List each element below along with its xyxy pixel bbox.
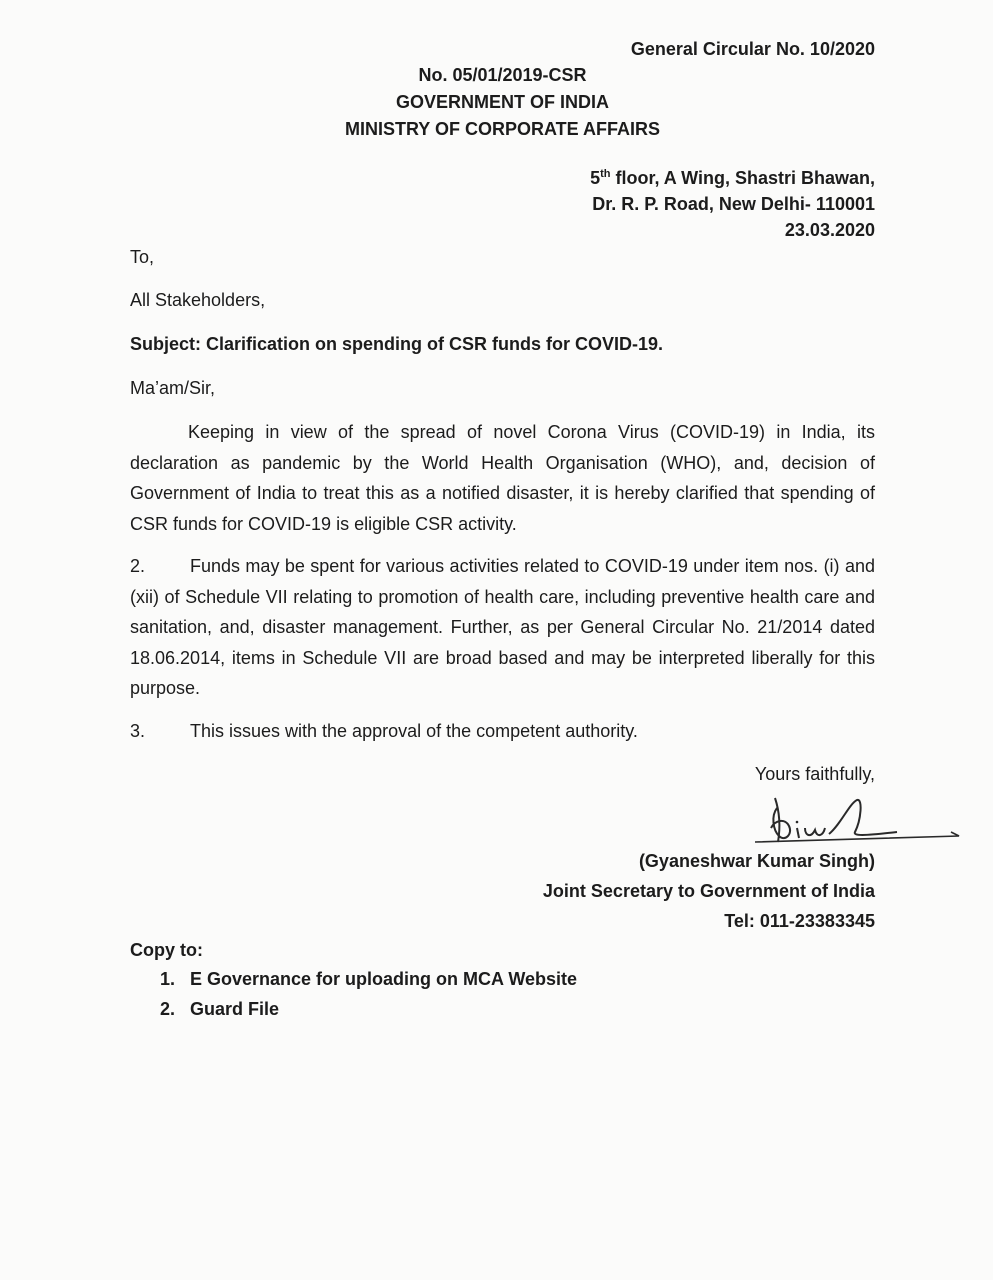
copy-to-item: 1. E Governance for uploading on MCA Website — [160, 969, 578, 989]
copy-to-item: 2. Guard File — [160, 999, 280, 1019]
signatory-telephone: Tel: 011-23383345 — [724, 911, 875, 931]
to-label: To, — [130, 247, 155, 267]
paragraph-3: 3. This issues with the approval of the competent authority. — [130, 721, 638, 741]
subject-line: Subject: Clarification on spending of CSR funds for COVID-19. — [130, 334, 664, 354]
government-title: GOVERNMENT OF INDIA — [395, 92, 609, 112]
circular-number: General Circular No. 10/2020 — [630, 39, 875, 59]
ministry-title: MINISTRY OF CORPORATE AFFAIRS — [344, 119, 660, 139]
paragraph-2: 2. Funds may be spent for various activities related to COVID-19 under item nos. (i) and (xii) of Schedule VII relating to promotion of health care, including preventive health care and sanitation, and, disaster management. Further, as per General Circular No. 21/2014 dated 18.06.2014, items in Schedule VII are broad based and may be interpreted liberally for this purpose. — [130, 556, 875, 698]
letter-date: 23.03.2020 — [784, 220, 875, 240]
paragraph-1: Keeping in view of the spread of novel Corona Virus (COVID-19) in India, its declaration as pandemic by the World Health Organisation (WHO), and, decision of Government of India to treat this as a notified disaster, it is hereby clarified that spending of CSR funds for COVID-19 is eligible CSR activity. — [130, 422, 875, 534]
signatory-designation: Joint Secretary to Government of India — [542, 881, 875, 901]
salutation: Ma’am/Sir, — [130, 378, 216, 398]
file-number: No. 05/01/2019-CSR — [418, 65, 587, 85]
addressee: All Stakeholders, — [130, 290, 266, 310]
address-line-2: Dr. R. P. Road, New Delhi- 110001 — [592, 194, 875, 214]
copy-to-heading: Copy to: — [130, 940, 203, 960]
signatory-name: (Gyaneshwar Kumar Singh) — [638, 851, 875, 871]
valediction: Yours faithfully, — [754, 764, 875, 784]
address-line-1: 5th floor, A Wing, Shastri Bhawan, — [590, 168, 875, 188]
